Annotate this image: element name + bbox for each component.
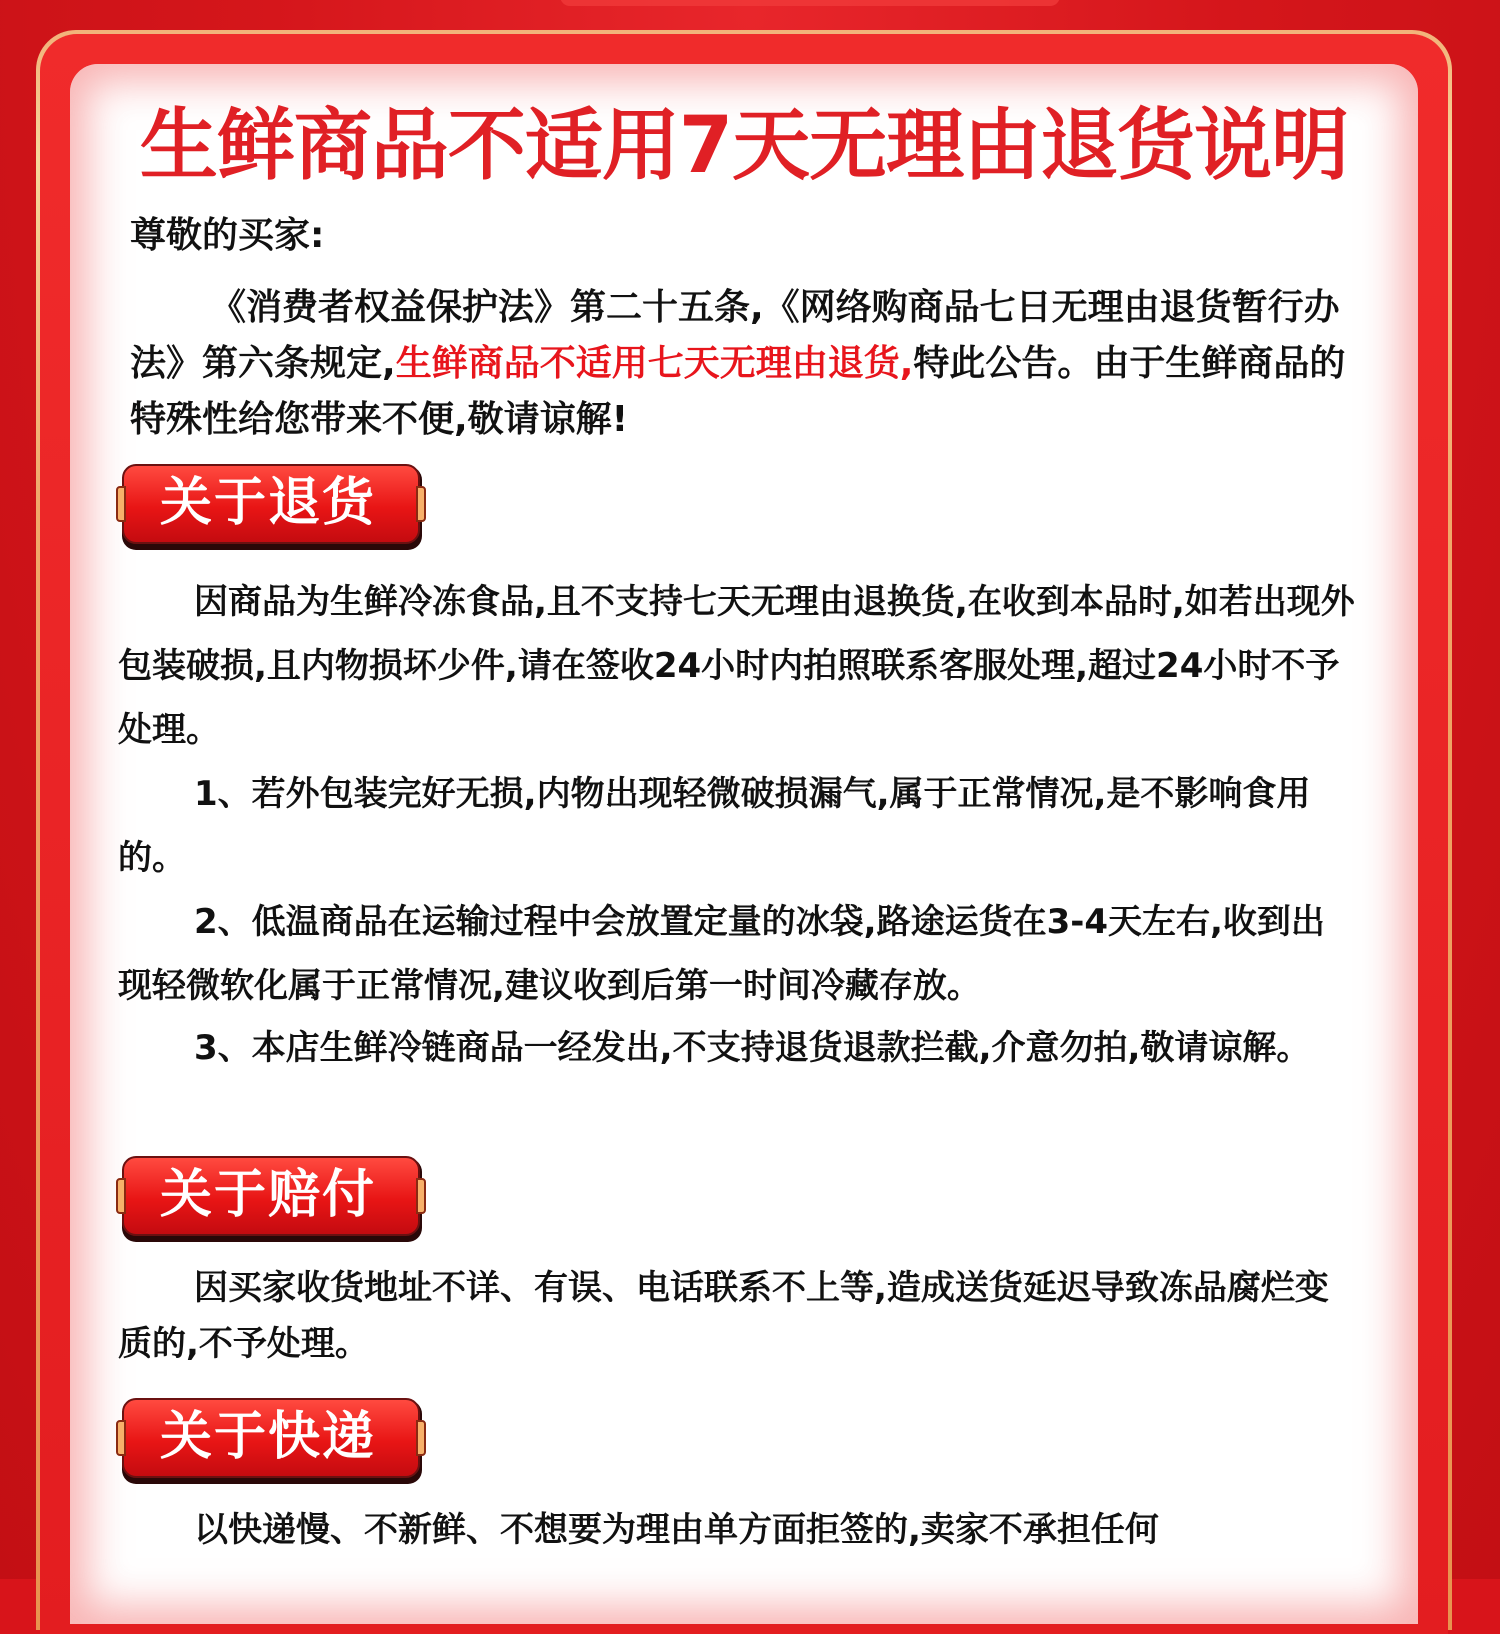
intro-paragraph <box>130 280 1360 448</box>
returns-paragraph-2: 2、低温商品在运输过程中会放置定量的冰袋,路途运货在3-4天左右,收到出现轻微软化属于正常情况,建议收到后第一时间冷藏存放。 <box>118 902 1325 1006</box>
section-badge-returns <box>118 462 424 548</box>
badge-tab-right <box>416 1178 426 1214</box>
express-paragraph-0: 以快递慢、不新鲜、不想要为理由单方面拒签的,卖家不承担任何 <box>194 1510 1159 1550</box>
top-decoration <box>560 0 1060 6</box>
intro-highlight: 生鲜商品不适用七天无理由退货, <box>395 343 914 384</box>
section-badge-compensation <box>118 1154 424 1240</box>
intro-text-2: 特此公告。由于生鲜商品的特殊性给您带来不便,敬请谅解! <box>130 343 1346 440</box>
intro-text-1: 《消费者权益保护法》第二十五条,《网络购商品七日无理由退货暂行办法》第六条规定, <box>130 287 1340 384</box>
section-heading-returns: 关于退货 <box>160 473 377 533</box>
returns-paragraph-3: 3、本店生鲜冷链商品一经发出,不支持退货退款拦截,介意勿拍,敬请谅解。 <box>194 1028 1311 1068</box>
returns-paragraph-1: 1、若外包装完好无损,内物出现轻微破损漏气,属于正常情况,是不影响食用的。 <box>118 774 1311 878</box>
returns-paragraph-0: 因商品为生鲜冷冻食品,且不支持七天无理由退换货,在收到本品时,如若出现外包装破损,且内物损坏少件,请在签收24小时内拍照联系客服处理,超过24小时不予处理。 <box>118 582 1355 750</box>
badge-tab-left <box>116 1420 126 1456</box>
badge-tab-left <box>116 486 126 522</box>
badge-tab-right <box>416 1420 426 1456</box>
page-title: 生鲜商品不适用7天无理由退货说明 <box>139 101 1349 191</box>
badge-tab-left <box>116 1178 126 1214</box>
section-heading-compensation: 关于赔付 <box>160 1165 377 1225</box>
compensation-paragraph-0: 因买家收货地址不详、有误、电话联系不上等,造成送货延迟导致冻品腐烂变质的,不予处理。 <box>118 1268 1329 1364</box>
badge-tab-right <box>416 486 426 522</box>
section-heading-express: 关于快递 <box>160 1407 377 1467</box>
greeting: 尊敬的买家: <box>130 215 325 256</box>
section-badge-express <box>118 1396 424 1482</box>
